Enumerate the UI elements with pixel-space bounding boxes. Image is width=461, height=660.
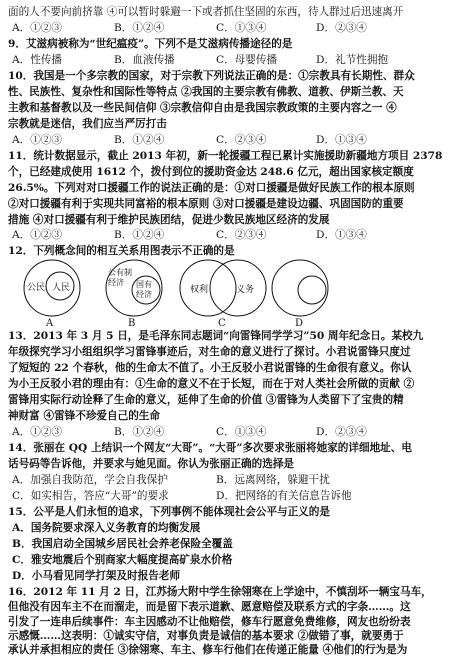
q10-line-3: 主教和基督教以及一些民间信仰 ③宗教信仰自由是我国宗教政策的主要内容之一 ④ (8, 102, 397, 114)
q13-line-2: 年级探究学习小组组织学习雷锋事迹后，对生命的意义进行了探讨。小君说雷锋只度过 (8, 346, 411, 358)
concept-diagrams-svg (0, 258, 461, 328)
q11-option-b: B．①②④ (114, 229, 165, 241)
q15-option-a: A．国务院要求深入义务教育的均衡发展 (12, 522, 201, 534)
q16-line-1: 16．2012 年 11 月 2 日，江苏扬大附中学生徐翎寒在上学途中，不慎刮坏一辆宝马车， (8, 586, 432, 598)
q13-option-c: C．①③④ (216, 426, 267, 438)
diagram-d-caption: D (295, 318, 304, 329)
q12-diagrams (0, 258, 461, 334)
diagram-a-inner-label: 人民 (52, 283, 71, 293)
q11-option-a: A．①②③ (12, 229, 63, 241)
q10-line-1: 10．我国是一个多宗教的国家，对于宗教下列说法正确的是：①宗教具有长期性、群众 (8, 70, 415, 82)
q11-line-5: 措施 ④对口援疆有利于维护民族团结，促进少数民族地区经济的发展 (8, 214, 330, 226)
q9-options (8, 53, 455, 68)
q14-option-c: C．如实相告，答应“大哥”的要求 (12, 490, 169, 502)
q9-stem: 9．艾滋病被称为“世纪瘟疫”。下列不是艾滋病传播途径的是 (8, 38, 293, 50)
q13-line-6: 神财富 ④雷锋不珍爱自己的生命 (8, 410, 160, 422)
diagram-d-inner-circle (298, 276, 326, 304)
q10-line-2: 性、民族性、复杂性和国际性等特点 ②我国的主要宗教有佛教、道教、伊斯兰教、天 (8, 86, 404, 98)
diagram-a-outer-label: 公民 (27, 283, 46, 293)
q13-option-a: A．①②③ (12, 426, 63, 438)
q10-option-c: C．②③④ (216, 134, 267, 146)
q13-option-d: D．②③④ (316, 426, 367, 438)
q13-line-5: 雷锋用实际行动诠释了生命的意义，延伸了生命的价值 ③雷锋为人类留下了宝贵的精 (8, 394, 404, 406)
q8-option-b: B．①②④ (114, 22, 165, 34)
q9-option-c: C．母婴传播 (216, 54, 278, 66)
q8-options (8, 21, 455, 36)
q11-line-1: 11．统计数据显示，截止 2013 年初，新一轮援疆工程已累计实施援助新疆地方项目 2378 (8, 150, 443, 162)
diagram-c-right-label: 义务 (236, 285, 255, 295)
q14-options-row-1 (8, 473, 455, 488)
q13-line-1: 13．2013 年 3 月 5 日，是毛泽东同志题词“向雷锋同学学习”50 周年纪念日。某校九 (8, 330, 424, 342)
q11-option-c: C．②③④ (216, 229, 267, 241)
q16-line-5: 承认并承担相应的责任 ③徐翎寒、车主、修车行他们在传递正能量 ④他们的行为是为 (8, 644, 408, 656)
q8-option-c: C．①③④ (216, 22, 267, 34)
q14-options-row-2 (8, 489, 455, 504)
q16-line-2: 但他没有因车主不在而溜走，而是留下表示道歉、愿意赔偿及联系方式的字条……。这 (8, 601, 411, 613)
q15-stem: 15．公平是人们永恒的追求，下列事例不能体现社会公平与正义的是 (8, 506, 330, 518)
q9-option-a: A．性传播 (12, 54, 63, 66)
q9-option-d: D．礼节性拥抱 (316, 54, 389, 66)
q11-line-2: 个，已经建成使用 1612 个，拨付到位的援助资金达 248.6 亿元，超出国家核定额度 (8, 166, 414, 178)
q14-line-2: 话号码等告诉他，并要求与她见面。你认为张丽正确的选择是 (8, 458, 295, 470)
q13-option-b: B．①②④ (114, 426, 165, 438)
q11-line-3: 26.5%。下列对对口援疆工作的说法正确的是：①对口援疆是做好民族工作的根本原则 (8, 182, 415, 194)
diagram-d-outer-circle (272, 260, 328, 316)
diagram-b-caption: B (128, 318, 136, 329)
q15-option-d: D．小马看见同学打架及时报告老师 (12, 570, 181, 582)
q13-line-3: 了短短的 22 个春秋，他的生命太不值了。小王反驳小君说雷锋的生命很有意义。你认 (8, 362, 412, 374)
q11-option-d: D．①③④ (316, 229, 367, 241)
q10-option-a: A．①②③ (12, 134, 63, 146)
diagram-b-inner-label: 国有经济 (136, 280, 152, 299)
q15-option-c: C．雅安地震后个别商家大幅度提高矿泉水价格 (12, 554, 233, 566)
q10-options (8, 133, 455, 148)
q8-option-a: A．①②③ (12, 22, 63, 34)
diagram-b-outer-label: 公有制经济 (108, 268, 132, 287)
q10-option-d: D．①③④ (316, 134, 367, 146)
q14-line-1: 14．张丽在 QQ 上结识一个网友“大哥”。“大哥”多次要求张丽将她家的详细地址、电 (8, 442, 412, 454)
diagram-a-caption: A (46, 318, 54, 329)
q8-option-d: D．②③④ (316, 22, 367, 34)
q10-option-b: B．①②④ (114, 134, 165, 146)
q16-line-4: 示感慨……这表明：①诚实守信，对事负责是诚信的基本要求 ②做错了事，就要勇于 (8, 630, 404, 642)
q10-line-4: 宗教就是迷信，我们应当严厉打击 (8, 118, 167, 130)
q9-option-b: B．血液传播 (114, 54, 175, 66)
q16-line-3: 引发了一连串后续事件：车主因感动不让他赔偿，修车行愿意免费维修，网友也纷纷表 (8, 616, 411, 628)
q14-option-d: D．把网络的有关信息告诉他 (216, 490, 352, 502)
q15-option-b: B．我国启动全国城乡居民社会养老保险全覆盖 (12, 538, 233, 550)
diagram-c-caption: C (218, 318, 226, 329)
q13-options (8, 425, 455, 440)
q13-line-4: 为小王反驳小君的理由有：①生命的意义不在于长短，而在于对人类社会所做的贡献 ② (8, 378, 415, 390)
q8-text-tail: 面的人不要向前挤靠 ④可以暂时躲避一下或者抓住坚固的东西，待人群过后迅速离开 (8, 6, 404, 18)
q11-line-4: ②对口援疆有利于实现共同富裕的根本原则 ③对口援疆是建设边疆、巩固国防的重要 (8, 198, 404, 210)
q14-option-b: B．远离网络，躲避干扰 (216, 474, 330, 486)
q14-option-a: A．加强自我防范，学会自我保护 (12, 474, 168, 486)
q12-stem: 12．下列概念间的相互关系用图表示不正确的是 (8, 245, 235, 257)
q11-options (8, 228, 455, 243)
diagram-c-left-label: 权利 (190, 285, 209, 295)
